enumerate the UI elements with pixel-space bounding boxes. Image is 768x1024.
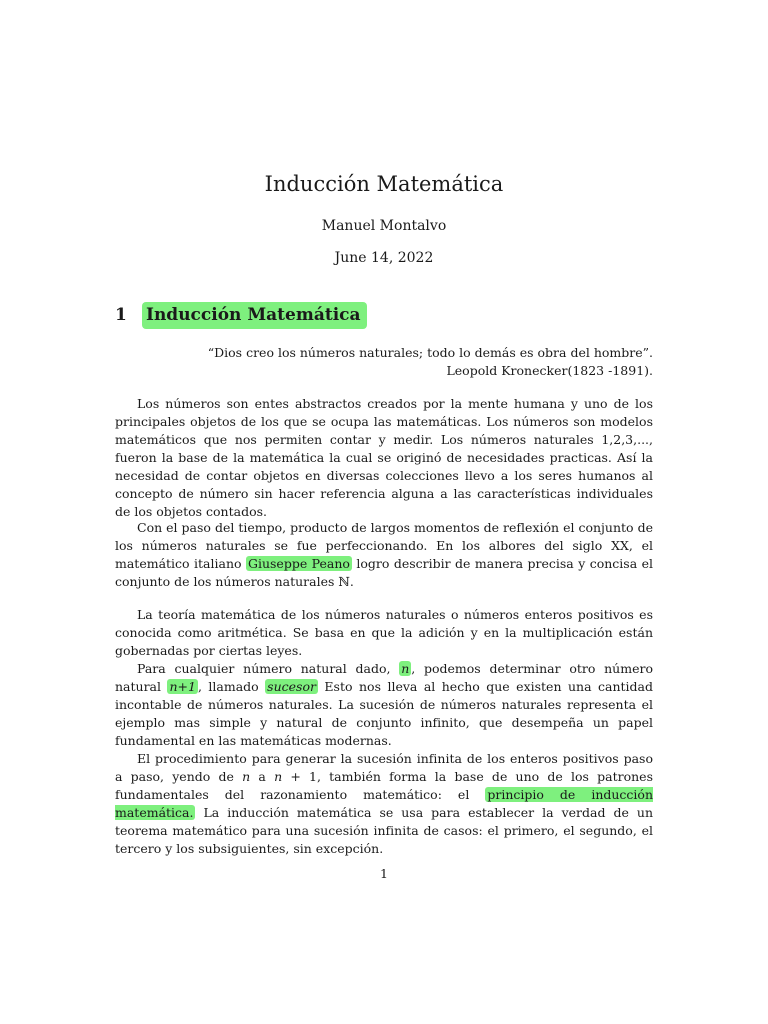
paragraph-4-text (115, 660, 653, 750)
paragraph-5-part-a: El procedimiento para generar la sucesión infinita de los enteros positivos paso a paso, yendo de (115, 751, 653, 784)
author-name: Manuel Montalvo (321, 218, 447, 234)
paper-title: Inducción Matemática (264, 172, 504, 196)
paragraph-3-text: La teoría matemática de los números naturales o números enteros positivos es conocida como aritmética. Se basa en que la adición y en la multiplicación están gobernadas por ciertas leyes. (115, 607, 653, 658)
paragraph-2-text (115, 519, 653, 591)
paragraph-2-part-b: logro describir de manera precisa y concisa el conjunto de los números naturales ℕ. (115, 556, 653, 589)
paper-date: June 14, 2022 (334, 250, 434, 266)
paragraph-4-part-b: , podemos determinar otro número natural (115, 661, 653, 694)
highlight-giuseppe-peano: Giuseppe Peano (247, 556, 350, 571)
paragraph-2-part-a: Con el paso del tiempo, producto de largos momentos de reflexión el conjunto de los números naturales se fue perfeccionando. En los albores del siglo XX, el matemático italiano (115, 520, 653, 571)
math-n-2: n (274, 769, 283, 784)
highlight-n: n (401, 661, 410, 676)
section-title-highlighted: Inducción Matemática (142, 302, 367, 329)
paragraph-4-part-d: Esto nos lleva al hecho que existen una cantidad incontable de números naturales. La sucesión de números naturales representa el ejemplo mas simple y natural de conjunto infinito, que desempeña un papel fundamental en las matemáticas modernas. (115, 679, 653, 748)
highlight-n-plus-1: n+1 (169, 679, 196, 694)
paragraph-2 (115, 519, 653, 591)
highlight-principio-induccion: principio de inducción matemática. (115, 787, 654, 820)
paragraph-5-part-c: La inducción matemática se usa para establecer la verdad de un teorema matemático para una sucesión infinita de casos: el primero, el segundo, el tercero y los subsiguientes, sin excepción. (115, 805, 653, 856)
paragraph-group-3 (115, 606, 653, 858)
paragraph-5-text (115, 750, 653, 858)
paragraph-5-part-b: + 1, también forma la base de uno de los patrones fundamentales del razonamiento matemático: el (115, 769, 653, 802)
quote-attribution: Leopold Kronecker(1823 -1891). (446, 363, 653, 378)
paragraph-1-text: Los números son entes abstractos creados por la mente humana y uno de los principales objetos de los que se ocupa las matemáticas. Los números son modelos matemáticos que nos permiten contar y medir. Los números naturales 1,2,3,..., fueron la base de la matemática la cual se originó de necesidades practicas. Así la necesidad de contar objetos en diversas colecciones llevo a los seres humanos al concepto de número sin hacer referencia alguna a las características individuales de los objetos contados. (115, 396, 653, 519)
highlight-sucesor: sucesor (267, 679, 316, 694)
paragraph-5-connector: a (250, 769, 275, 784)
page-number: 1 (380, 866, 388, 881)
section-number: 1 (115, 305, 127, 325)
epigraph-quote (208, 344, 653, 380)
paragraph-4-part-a: Para cualquier número natural dado, (137, 661, 400, 676)
quote-text: “Dios creo los números naturales; todo lo demás es obra del hombre”. (207, 345, 653, 360)
math-n: n (242, 769, 251, 784)
section-heading (115, 305, 367, 325)
paragraph-4-part-c: , llamado (197, 679, 266, 694)
paragraph-1 (115, 395, 653, 521)
